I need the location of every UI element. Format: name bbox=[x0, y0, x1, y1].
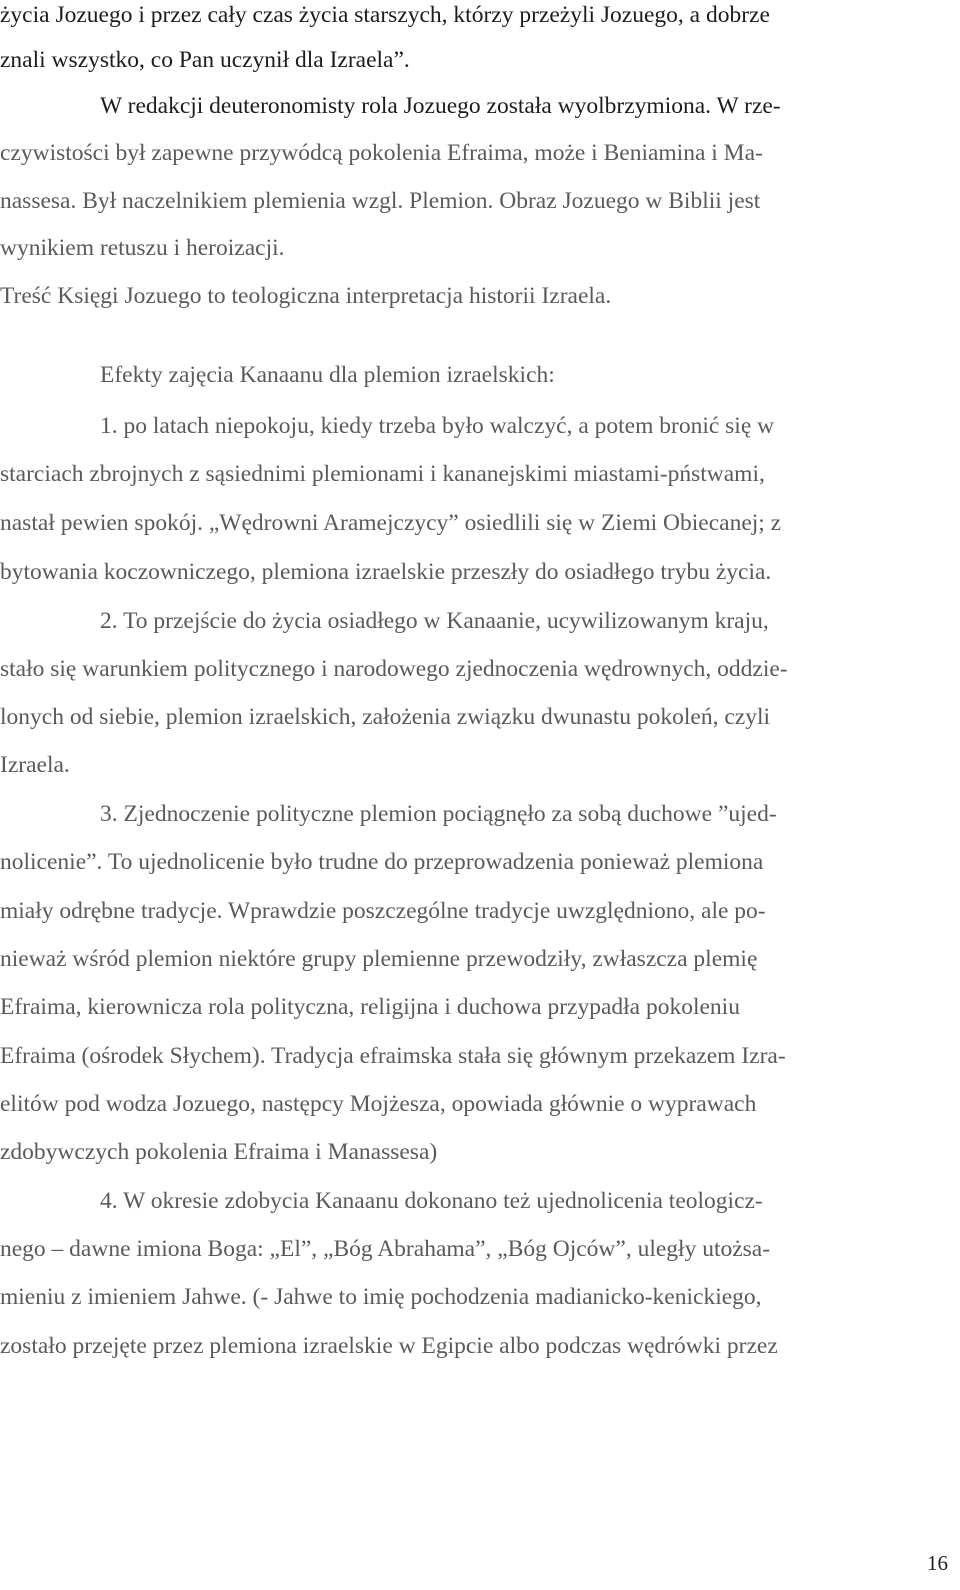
list-item-2: 2. To przejście do życia osiadłego w Kanaanie, ucywilizowanym kraju, bbox=[100, 608, 769, 634]
text-line: zostało przejęte przez plemiona izraelskie w Egipcie albo podczas wędrówki przez bbox=[0, 1333, 778, 1359]
text-line: nolicenie”. To ujednolicenie było trudne do przeprowadzenia ponieważ plemiona bbox=[0, 849, 764, 875]
text-line: wynikiem retuszu i heroizacji. bbox=[0, 235, 285, 261]
text-line: życia Jozuego i przez cały czas życia starszych, którzy przeżyli Jozuego, a dobrze bbox=[0, 2, 770, 28]
text-line: W redakcji deuteronomisty rola Jozuego została wyolbrzymiona. W rze- bbox=[100, 93, 781, 119]
section-heading: Efekty zajęcia Kanaanu dla plemion izraelskich: bbox=[100, 362, 555, 388]
text-line: nego – dawne imiona Boga: „El”, „Bóg Abrahama”, „Bóg Ojców”, uległy utożsa- bbox=[0, 1236, 771, 1262]
text-line: Efraima, kierownicza rola polityczna, religijna i duchowa przypadła pokoleniu bbox=[0, 994, 740, 1020]
text-line: stało się warunkiem politycznego i narodowego zjednoczenia wędrownych, oddzie- bbox=[0, 656, 788, 682]
text-line: elitów pod wodza Jozuego, następcy Mojżesza, opowiada głównie o wyprawach bbox=[0, 1091, 757, 1117]
list-item-3: 3. Zjednoczenie polityczne plemion pociągnęło za sobą duchowe ”ujed- bbox=[100, 801, 777, 827]
text-line: nassesa. Był naczelnikiem plemienia wzgl. Plemion. Obraz Jozuego w Biblii jest bbox=[0, 188, 761, 214]
text-line: czywistości był zapewne przywódcą pokolenia Efraima, może i Beniamina i Ma- bbox=[0, 140, 763, 166]
text-line: starciach zbrojnych z sąsiednimi plemionami i kananejskimi miastami-pństwami, bbox=[0, 461, 765, 487]
text-line: lonych od siebie, plemion izraelskich, założenia związku dwunastu pokoleń, czyli bbox=[0, 704, 771, 730]
page-number: 16 bbox=[927, 1551, 948, 1575]
text-line: miały odrębne tradycje. Wprawdzie poszczególne tradycje uwzględniono, ale po- bbox=[0, 898, 766, 924]
list-item-1: 1. po latach niepokoju, kiedy trzeba było walczyć, a potem bronić się w bbox=[100, 413, 775, 439]
text-line: Treść Księgi Jozuego to teologiczna interpretacja historii Izraela. bbox=[0, 283, 612, 309]
text-line: Efraima (ośrodek Słychem). Tradycja efraimska stała się głównym przekazem Izra- bbox=[0, 1043, 786, 1069]
text-line: bytowania koczowniczego, plemiona izraelskie przeszły do osiadłego trybu życia. bbox=[0, 559, 772, 585]
list-item-4: 4. W okresie zdobycia Kanaanu dokonano też ujednolicenia teologicz- bbox=[100, 1188, 763, 1214]
text-line: zdobywczych pokolenia Efraima i Manassesa) bbox=[0, 1139, 438, 1165]
text-line: mieniu z imieniem Jahwe. (- Jahwe to imię pochodzenia madianicko-kenickiego, bbox=[0, 1284, 762, 1310]
text-line: Izraela. bbox=[0, 752, 70, 778]
text-line: nastał pewien spokój. „Wędrowni Aramejczycy” osiedlili się w Ziemi Obiecanej; z bbox=[0, 510, 782, 536]
text-line: znali wszystko, co Pan uczynił dla Izraela”. bbox=[0, 47, 410, 73]
text-line: nieważ wśród plemion niektóre grupy plemienne przewodziły, zwłaszcza plemię bbox=[0, 946, 758, 972]
